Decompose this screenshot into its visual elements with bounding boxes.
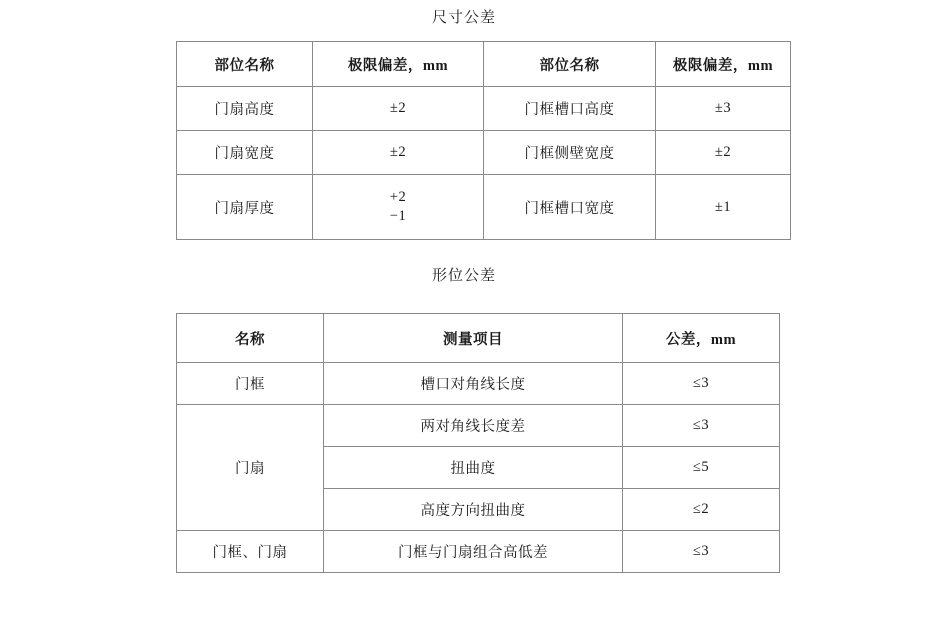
cell-deviation-lower: −1: [389, 208, 407, 224]
cell-measure-item: 两对角线长度差: [324, 405, 623, 447]
cell-tolerance: ≤3: [623, 363, 780, 405]
cell-tolerance: ≤3: [623, 531, 780, 573]
form-position-tolerance-table: [176, 313, 780, 573]
table-row: [177, 87, 791, 131]
cell-name: 门框、门扇: [177, 531, 324, 573]
table-row: [177, 405, 780, 447]
table-row: [177, 531, 780, 573]
table-header-row: [177, 42, 791, 87]
cell-name: 门扇: [177, 405, 324, 531]
cell-deviation: ±2: [656, 131, 791, 175]
table-row: [177, 131, 791, 175]
cell-part-name: 门扇高度: [177, 87, 313, 131]
cell-deviation: ±2: [313, 87, 484, 131]
column-header-limit-deviation-1: 极限偏差，mm: [313, 42, 484, 87]
cell-deviation: ±1: [656, 175, 791, 240]
column-header-name: 名称: [177, 314, 324, 363]
cell-measure-item: 门框与门扇组合高低差: [324, 531, 623, 573]
cell-part-name: 门扇厚度: [177, 175, 313, 240]
table-row: [177, 175, 791, 240]
cell-part-name: 门框槽口高度: [484, 87, 656, 131]
table-header: [177, 42, 791, 87]
column-header-part-name-2: 部位名称: [484, 42, 656, 87]
cell-tolerance: ≤2: [623, 489, 780, 531]
cell-tolerance: ≤3: [623, 405, 780, 447]
cell-deviation: ±2: [313, 131, 484, 175]
column-header-part-name-1: 部位名称: [177, 42, 313, 87]
cell-measure-item: 槽口对角线长度: [324, 363, 623, 405]
cell-deviation-two-line: [313, 175, 484, 240]
table-header-row: [177, 314, 780, 363]
column-header-tolerance: 公差，mm: [623, 314, 780, 363]
cell-deviation: ±3: [656, 87, 791, 131]
cell-deviation-upper: +2: [389, 189, 407, 206]
section-2-caption: 形位公差: [431, 268, 496, 284]
cell-tolerance: ≤5: [623, 447, 780, 489]
column-header-limit-deviation-2: 极限偏差，mm: [656, 42, 791, 87]
cell-part-name: 门扇宽度: [177, 131, 313, 175]
column-header-measure-item: 测量项目: [324, 314, 623, 363]
table-body: [177, 363, 780, 573]
table-row: [177, 363, 780, 405]
cell-measure-item: 扭曲度: [324, 447, 623, 489]
table-body: [177, 87, 791, 240]
cell-part-name: 门框槽口宽度: [484, 175, 656, 240]
table-header: [177, 314, 780, 363]
cell-name: 门框: [177, 363, 324, 405]
section-1-caption: 尺寸公差: [431, 10, 496, 26]
cell-part-name: 门框侧壁宽度: [484, 131, 656, 175]
cell-measure-item: 高度方向扭曲度: [324, 489, 623, 531]
dimension-tolerance-table: [176, 41, 791, 240]
